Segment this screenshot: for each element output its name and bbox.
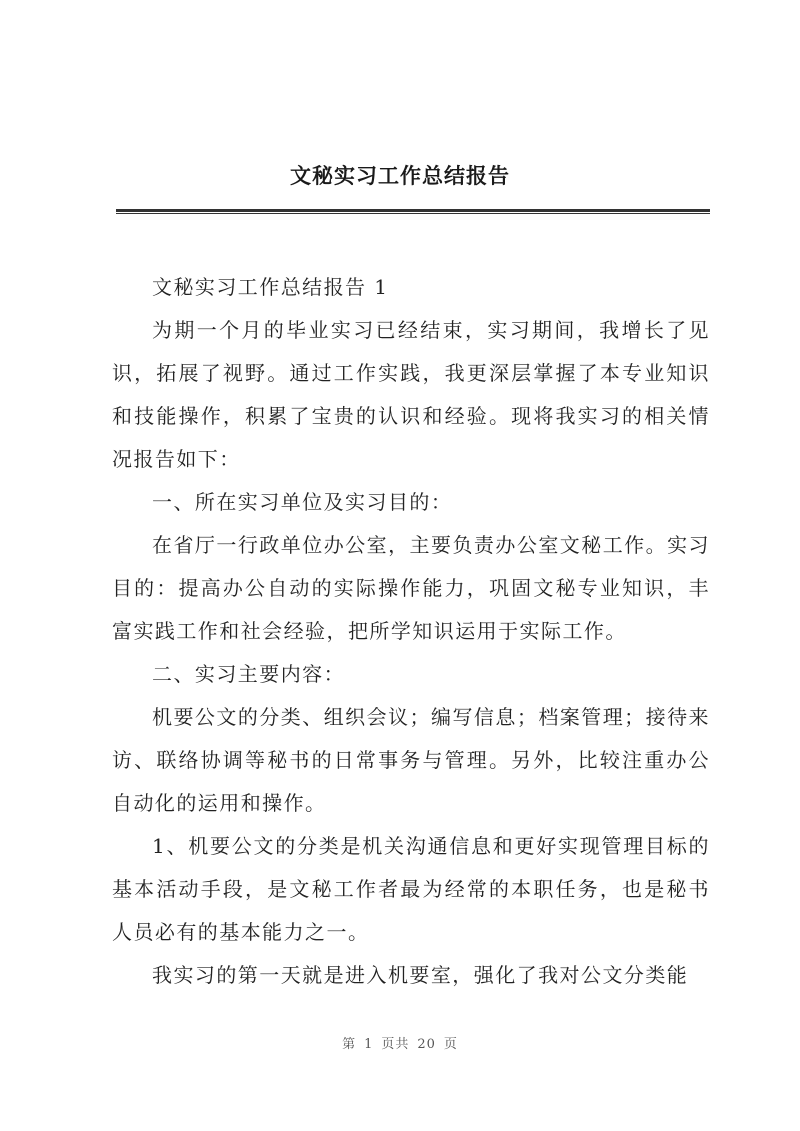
document-body (112, 266, 710, 997)
section-heading: 一、所在实习单位及实习目的： (152, 490, 453, 514)
footer-total-pages: 20 (417, 1037, 436, 1052)
page-footer (0, 1033, 800, 1052)
paragraph: 我实习的第一天就是进入机要室，强化了我对公文分类能 (152, 963, 689, 987)
section-heading: 文秘实习工作总结报告 1 (152, 275, 389, 299)
footer-middle: 页共 (381, 1037, 410, 1052)
paragraph: 为期一个月的毕业实习已经结束，实习期间，我增长了见识，拓展了视野。通过工作实践，我更深层掌握了本专业知识和技能操作，积累了宝贵的认识和经验。现将我实习的相关情况报告如下： (112, 318, 710, 471)
paragraph: 1、机要公文的分类是机关沟通信息和更好实现管理目标的基本活动手段，是文秘工作者最为经常的本职任务，也是秘书人员必有的基本能力之一。 (112, 834, 710, 944)
section-heading: 二、实习主要内容： (152, 662, 346, 686)
footer-page-number: 1 (364, 1037, 374, 1052)
paragraph: 机要公文的分类、组织会议；编写信息；档案管理；接待来访、联络协调等秘书的日常事务与管理。另外，比较注重办公自动化的运用和操作。 (112, 705, 710, 815)
paragraph: 在省厅一行政单位办公室，主要负责办公室文秘工作。实习目的：提高办公自动的实际操作能力，巩固文秘专业知识，丰富实践工作和社会经验，把所学知识运用于实际工作。 (112, 533, 710, 643)
footer-prefix: 第 (342, 1037, 357, 1052)
document-title: 文秘实习工作总结报告 (290, 163, 510, 188)
footer-suffix: 页 (443, 1037, 458, 1052)
title-divider (116, 209, 710, 214)
